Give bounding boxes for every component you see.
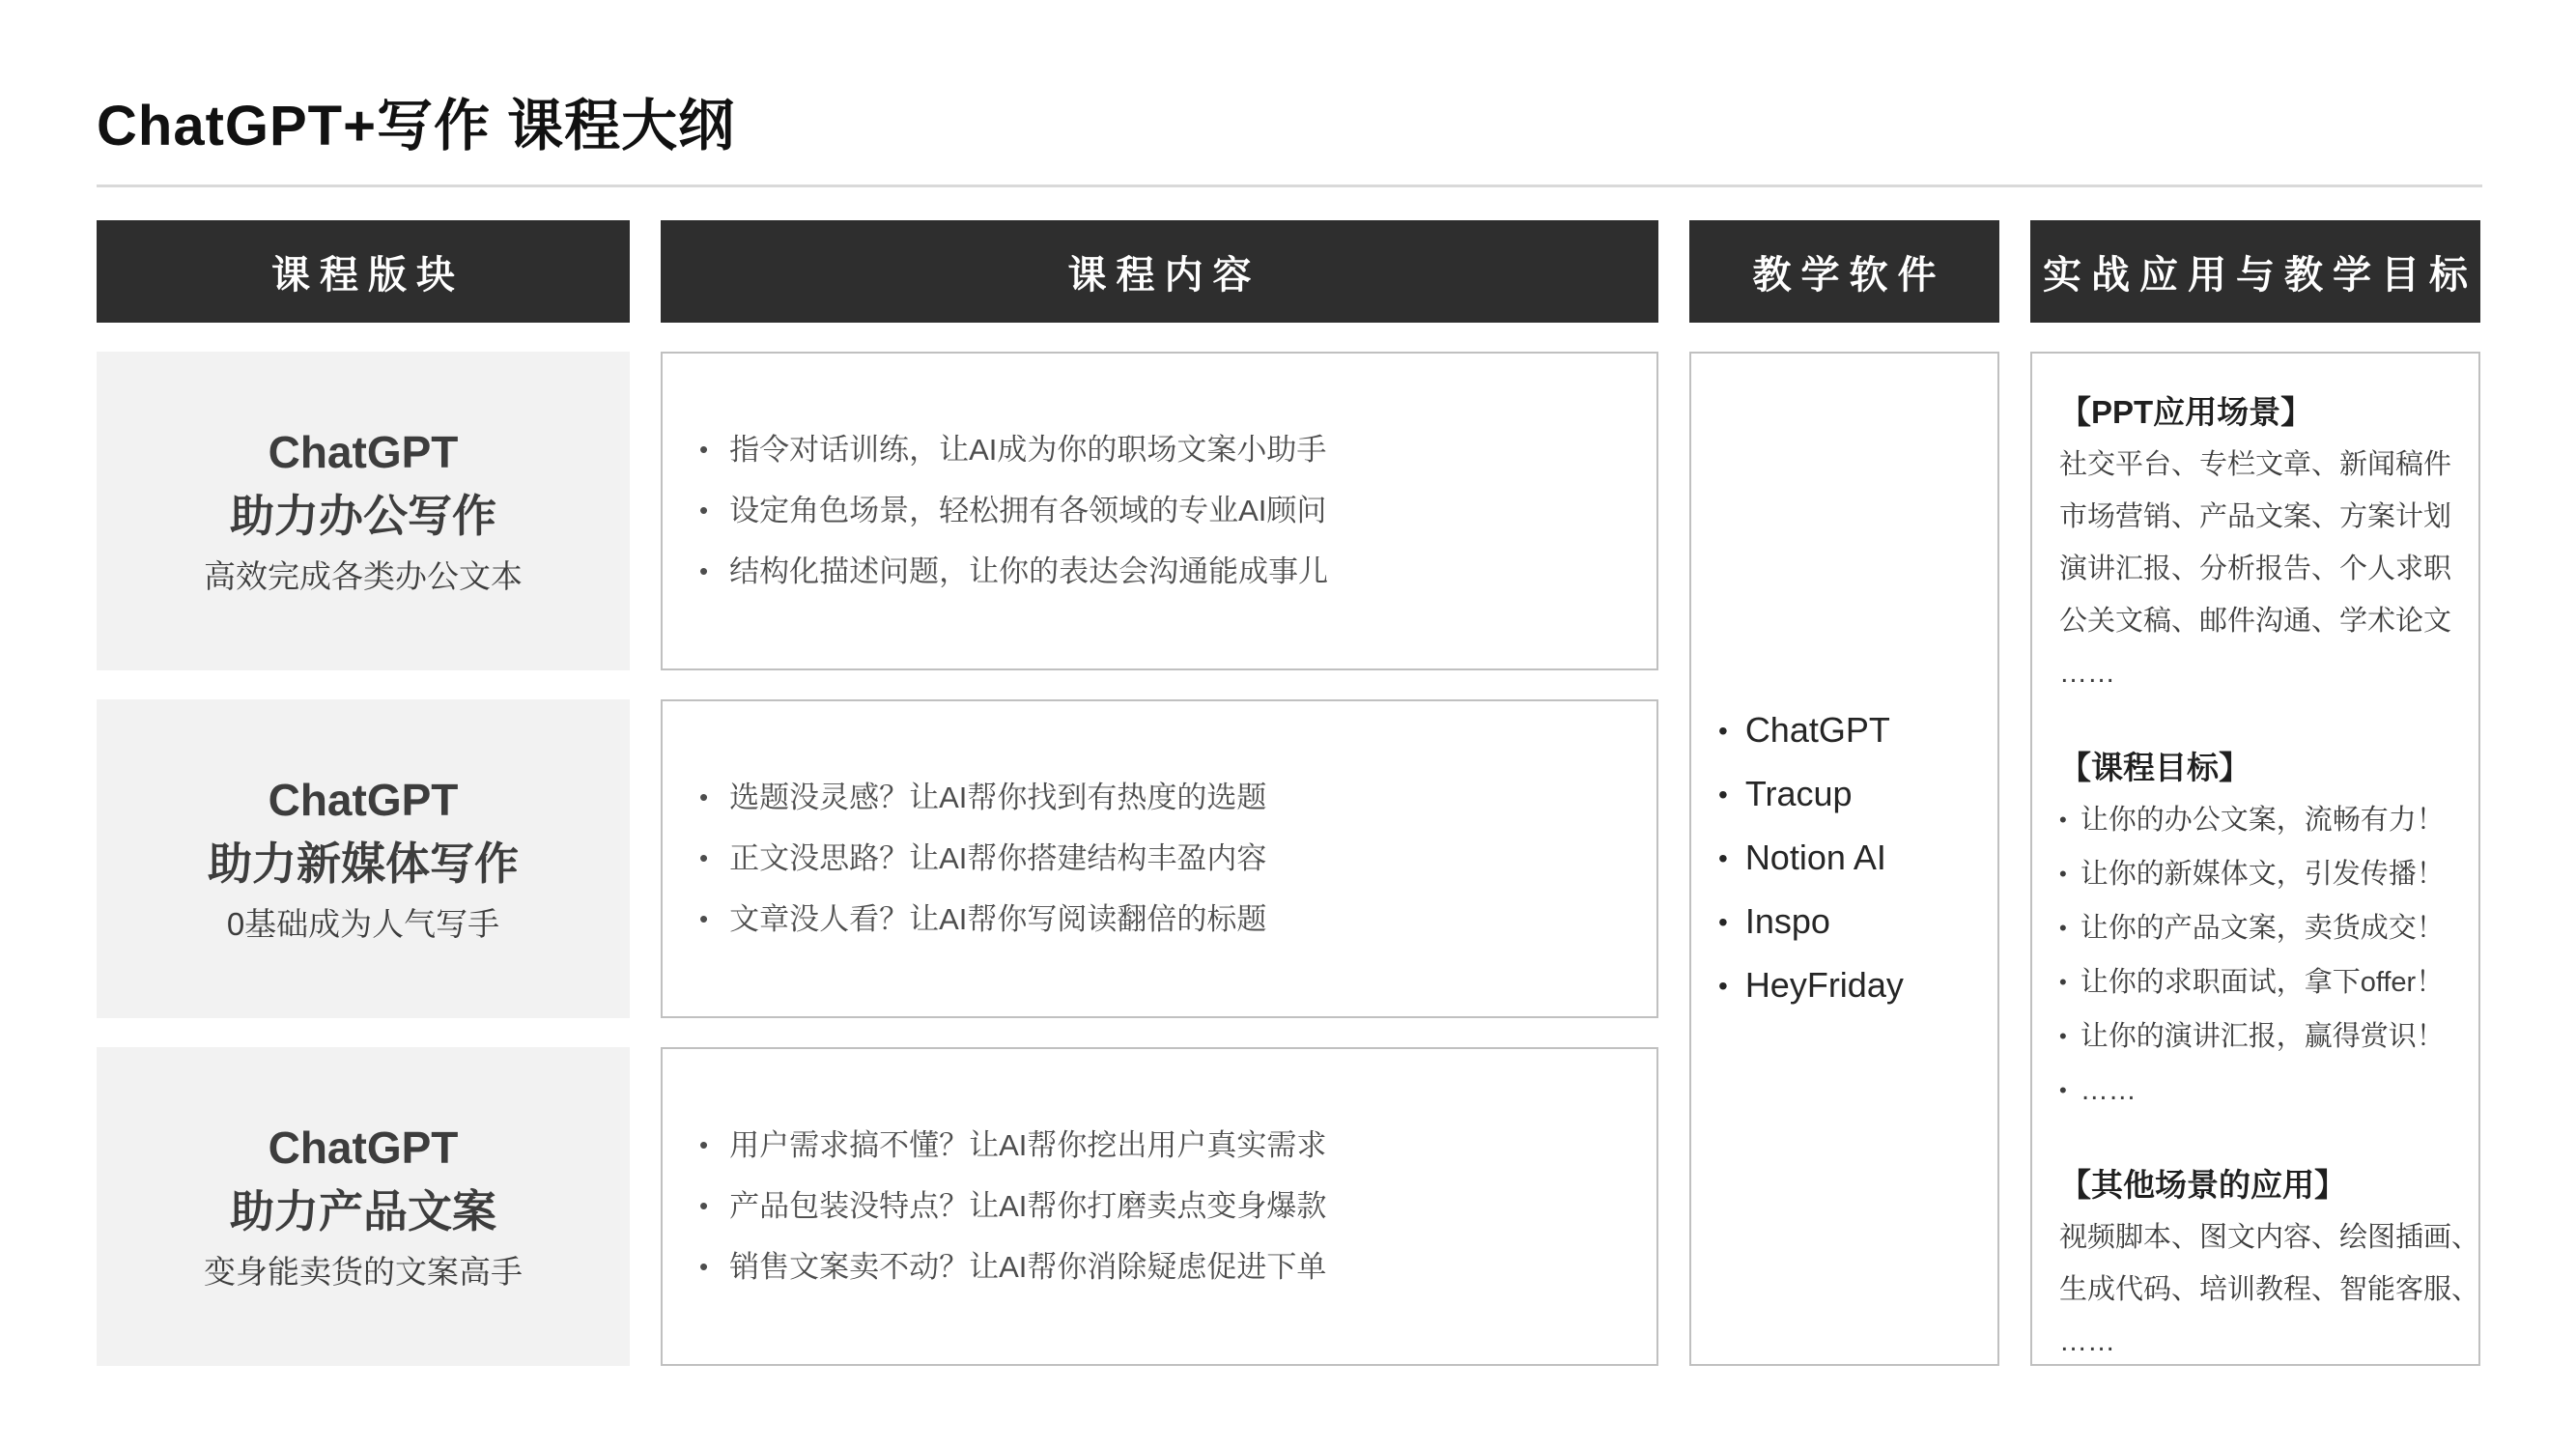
- section-line: 生成代码、培训教程、智能客服、: [2059, 1274, 2480, 1305]
- content-cell-office-writing: [661, 352, 1658, 670]
- section-line: ……: [2059, 658, 2115, 689]
- content-item: • 销售文案卖不动？让AI帮你消除疑虑促进下单: [699, 1237, 1326, 1298]
- content-item: • 设定角色场景，轻松拥有各领域的专业AI顾问: [699, 481, 1328, 542]
- column-header-software: 教学软件: [1689, 220, 1999, 323]
- content-cell-new-media-writing: [661, 699, 1658, 1018]
- software-item: • Inspo: [1718, 891, 1904, 954]
- content-item: • 产品包装没特点？让AI帮你打磨卖点变身爆款: [699, 1177, 1326, 1237]
- section-heading: 【PPT应用场景】: [2059, 394, 2313, 430]
- software-item: • Tracup: [1718, 763, 1904, 827]
- module-cell-new-media-writing: [97, 699, 630, 1018]
- section-line: • ……: [2059, 1065, 2469, 1119]
- software-item: • ChatGPT: [1718, 699, 1904, 763]
- content-list: [699, 420, 1328, 603]
- module-title-line2: 助力产品文案: [230, 1186, 496, 1236]
- module-title-line2: 助力新媒体写作: [208, 838, 519, 889]
- column-header-goals: 实战应用与教学目标: [2030, 220, 2480, 323]
- content-item: • 文章没人看？让AI帮你写阅读翻倍的标题: [699, 890, 1266, 951]
- software-cell: [1689, 352, 1999, 1366]
- slide-page: [97, 0, 2482, 1366]
- module-title-line1: ChatGPT: [268, 1122, 459, 1173]
- goals-section-other-scenarios: [2059, 1159, 2480, 1368]
- column-header-content: 课程内容: [661, 220, 1658, 323]
- module-title-line2: 助力办公写作: [230, 491, 496, 541]
- section-line: ……: [2059, 1326, 2115, 1357]
- module-subtitle: 变身能卖货的文案高手: [204, 1254, 523, 1290]
- section-heading: 【其他场景的应用】: [2059, 1167, 2346, 1203]
- section-line: • 让你的新媒体文，引发传播！: [2059, 848, 2469, 902]
- content-item: • 指令对话训练，让AI成为你的职场文案小助手: [699, 420, 1328, 481]
- goals-section-course-goals: [2059, 742, 2469, 1119]
- content-list: [699, 768, 1266, 951]
- section-line: • 让你的产品文案，卖货成交！: [2059, 902, 2469, 956]
- section-line: 社交平台、专栏文章、新闻稿件: [2059, 449, 2452, 480]
- section-line: 市场营销、产品文案、方案计划: [2059, 501, 2452, 532]
- module-title-line1: ChatGPT: [268, 775, 459, 825]
- page-title: ChatGPT+写作 课程大纲: [97, 95, 736, 157]
- software-item: • HeyFriday: [1718, 954, 1904, 1018]
- content-item: • 用户需求搞不懂？让AI帮你挖出用户真实需求: [699, 1116, 1326, 1177]
- course-outline-table: [97, 220, 2482, 1366]
- section-line: • 让你的办公文案，流畅有力！: [2059, 794, 2469, 848]
- module-subtitle: 0基础成为人气写手: [226, 906, 500, 942]
- software-list: [1718, 699, 1904, 1018]
- section-line: 公关文稿、邮件沟通、学术论文: [2059, 606, 2452, 637]
- software-item: • Notion AI: [1718, 827, 1904, 891]
- section-line: 视频脚本、图文内容、绘图插画、: [2059, 1222, 2480, 1253]
- module-cell-product-copywriting: [97, 1047, 630, 1366]
- module-title-line1: ChatGPT: [268, 427, 459, 477]
- goals-section-ppt-scenarios: [2059, 386, 2469, 699]
- title-divider: [97, 185, 2482, 187]
- content-list: [699, 1116, 1326, 1298]
- content-item: • 正文没思路？让AI帮你搭建结构丰盈内容: [699, 829, 1266, 890]
- section-heading: 【课程目标】: [2059, 750, 2250, 785]
- goals-cell: [2030, 352, 2480, 1366]
- section-line: • 让你的求职面试，拿下offer！: [2059, 956, 2469, 1010]
- column-header-module: 课程版块: [97, 220, 630, 323]
- content-item: • 结构化描述问题，让你的表达会沟通能成事儿: [699, 542, 1328, 603]
- section-line: 演讲汇报、分析报告、个人求职: [2059, 554, 2452, 584]
- section-line: • 让你的演讲汇报，赢得赏识！: [2059, 1010, 2469, 1065]
- module-subtitle: 高效完成各类办公文本: [204, 558, 523, 594]
- content-item: • 选题没灵感？让AI帮你找到有热度的选题: [699, 768, 1266, 829]
- module-cell-office-writing: [97, 352, 630, 670]
- content-cell-product-copywriting: [661, 1047, 1658, 1366]
